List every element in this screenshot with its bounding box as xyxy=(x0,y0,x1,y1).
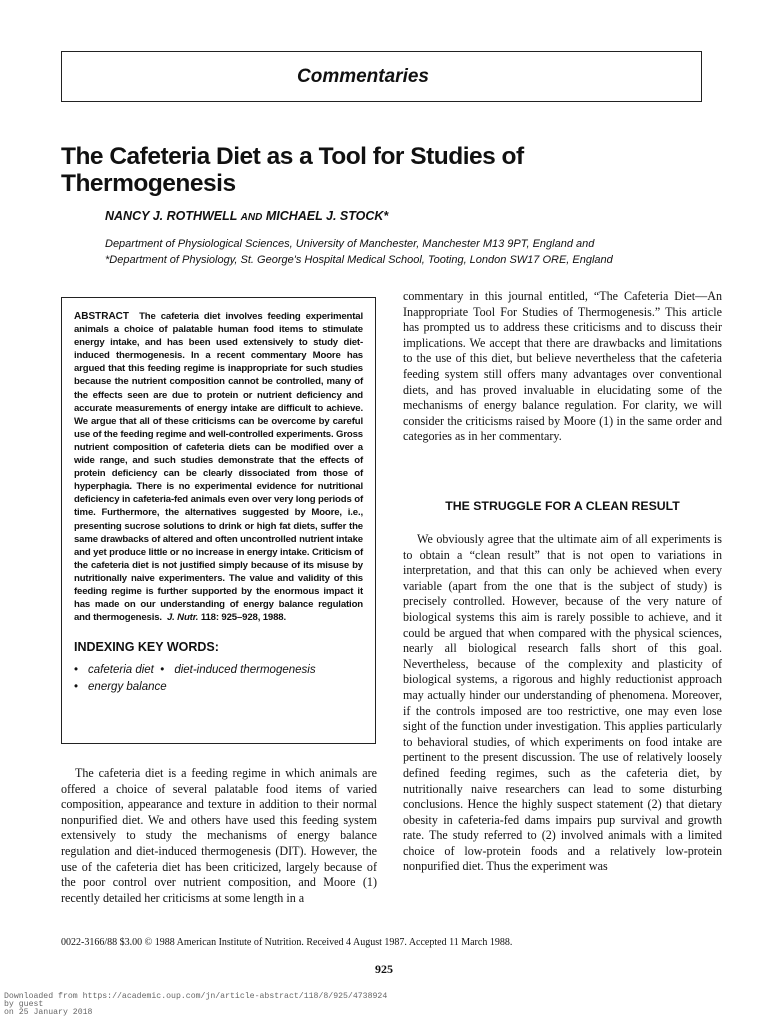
affiliation-manchester: Department of Physiological Sciences, University of Manchester, Manchester M13 9PT, England and xyxy=(105,238,595,250)
abstract-citation-journal: J. Nutr. xyxy=(166,612,199,624)
publication-footnote: 0022-3166/88 $3.00 © 1988 American Institute of Nutrition. Received 4 August 1987. Accepted 11 March 1988. xyxy=(61,937,513,948)
page-number: 925 xyxy=(375,962,393,976)
keywords-heading: INDEXING KEY WORDS: xyxy=(74,640,219,655)
download-date: on 25 January 2018 xyxy=(4,1008,93,1017)
body-right-paragraph-1: commentary in this journal entitled, “The Cafeteria Diet—An Inappropriate Tool For Studies of Thermogenesis.” This article has prompted us to address these criticisms and to discuss their implications. We accept that there are drawbacks and limitations to the use of this diet, but believe nevertheless that the cafeteria feeding system still offers many advantages over conventional diets, and has proved invaluable in elucidating some of the mechanisms of energy balance regulation. For clarity, we will consider the criticisms raised by Moore (1) in the same order and categories as in her commentary. xyxy=(403,289,722,444)
keyword-item: diet-induced thermogenesis xyxy=(174,664,316,677)
article-title: The Cafeteria Diet as a Tool for Studies of Thermogenesis xyxy=(61,143,524,197)
keyword-item: cafeteria diet xyxy=(88,664,154,677)
bullet-icon: • xyxy=(160,664,165,677)
affiliation-st-georges: *Department of Physiology, St. George's Hospital Medical School, Tooting, London SW17 ORE, England xyxy=(105,254,613,266)
author-conjunction: AND xyxy=(240,212,263,223)
download-url: Downloaded from https://academic.oup.com/jn/article-abstract/118/8/925/4738924 xyxy=(4,992,388,1001)
abstract-box xyxy=(61,297,376,744)
keyword-row xyxy=(74,679,363,696)
author-stock: MICHAEL J. STOCK* xyxy=(265,209,389,223)
download-by: by guest xyxy=(4,1000,44,1009)
bullet-icon: • xyxy=(74,681,79,694)
section-label: Commentaries xyxy=(297,66,429,87)
bullet-icon: • xyxy=(74,664,79,677)
keyword-row xyxy=(74,662,363,679)
abstract-citation: 118: 925–928, 1988. xyxy=(200,612,286,624)
section-heading: THE STRUGGLE FOR A CLEAN RESULT xyxy=(445,499,680,513)
section-header-box xyxy=(61,51,702,102)
abstract-text: The cafeteria diet involves feeding experimental animals a choice of palatable human food items to stimulate energy intake, and has been used extensively to study diet-induced thermogenesis. In a recent commentary Moore has argued that this feeding regime is inappropriate for such studies because the nutrient composition cannot be controlled, many of the effects seen are due to protein or nutrient deficiency and accurate measurements of energy intake are difficult to achieve. We argue that all of these criticisms can be overcome by careful use of the feeding regime and well-controlled experiments. Gross nutrient composition of cafeteria diets can be modified over a wide range, and such studies demonstrate that the effects of protein deficiency can be clearly dissociated from those of hyperphagia. There is no experimental evidence for nutritional deficiency in cafeteria-fed animals even over very long periods of time. Furthermore, the alternatives suggested by Moore, i.e., presenting sucrose solutions to drink or high fat diets, suffer the same drawbacks of altered and often uncontrolled nutrient intake and yet produce little or no increase in energy intake. Criticism of the cafeteria diet is not justified simply because of its misuse by nutritionally naive experimenters. The value and validity of this feeding regime is further supported by the enormous impact it has made on our understanding of energy balance regulation and thermogenesis. xyxy=(74,311,364,624)
body-right-paragraph-2: We obviously agree that the ultimate aim of all experiments is to obtain a “clean result” that is not open to variations in interpretation, and that this can only be achieved when every variable (apart from the one that is the subject of study) is precisely controlled. However, because of the very nature of biological systems this aim is rarely possible to achieve, and it could be argued that when compared with the physical sciences, nearly all biological research falls short of this goal. Nevertheless, because of the complexity and plasticity of biological systems, a rigorous and highly reductionist approach may actually hinder our understanding of phenomena. Moreover, if the controls imposed are too restrictive, one may even lose sight of the function under investigation. This applies particularly to behavioral studies, of which experiments on food intake are pertinent to the present discussion. The use of relatively loosely defined feeding regimes, such as the cafeteria diet, by nutritionally naive researchers can lead to some disturbing conclusions. Hence the highly suspect statement (2) that dietary obesity in cafeteria-fed dams impairs pup survival and growth rate. The study referred to (2) involved animals with a limited choice of low-protein foods and a relatively low-protein nonpurified diet. Thus the experiment was xyxy=(403,532,722,874)
download-watermark xyxy=(4,993,387,1017)
authors-line xyxy=(105,209,388,223)
author-rothwell: NANCY J. ROTHWELL xyxy=(105,209,238,223)
abstract-paragraph xyxy=(74,310,363,624)
keywords-list xyxy=(74,662,363,696)
body-left-paragraph: The cafeteria diet is a feeding regime in which animals are offered a choice of several palatable food items of varied composition, appearance and texture in addition to their normal nonpurified diet. We and others have used this feeding system extensively to study the mechanisms of energy balance regulation and diet-induced thermogenesis (DIT). However, the use of the cafeteria diet has been criticized, largely because of the poor control over nutrient composition, and Moore (1) recently detailed her criticisms at some length in a xyxy=(61,766,377,905)
keyword-item: energy balance xyxy=(88,681,167,694)
abstract-label: ABSTRACT xyxy=(74,311,129,322)
affiliations xyxy=(105,236,705,268)
